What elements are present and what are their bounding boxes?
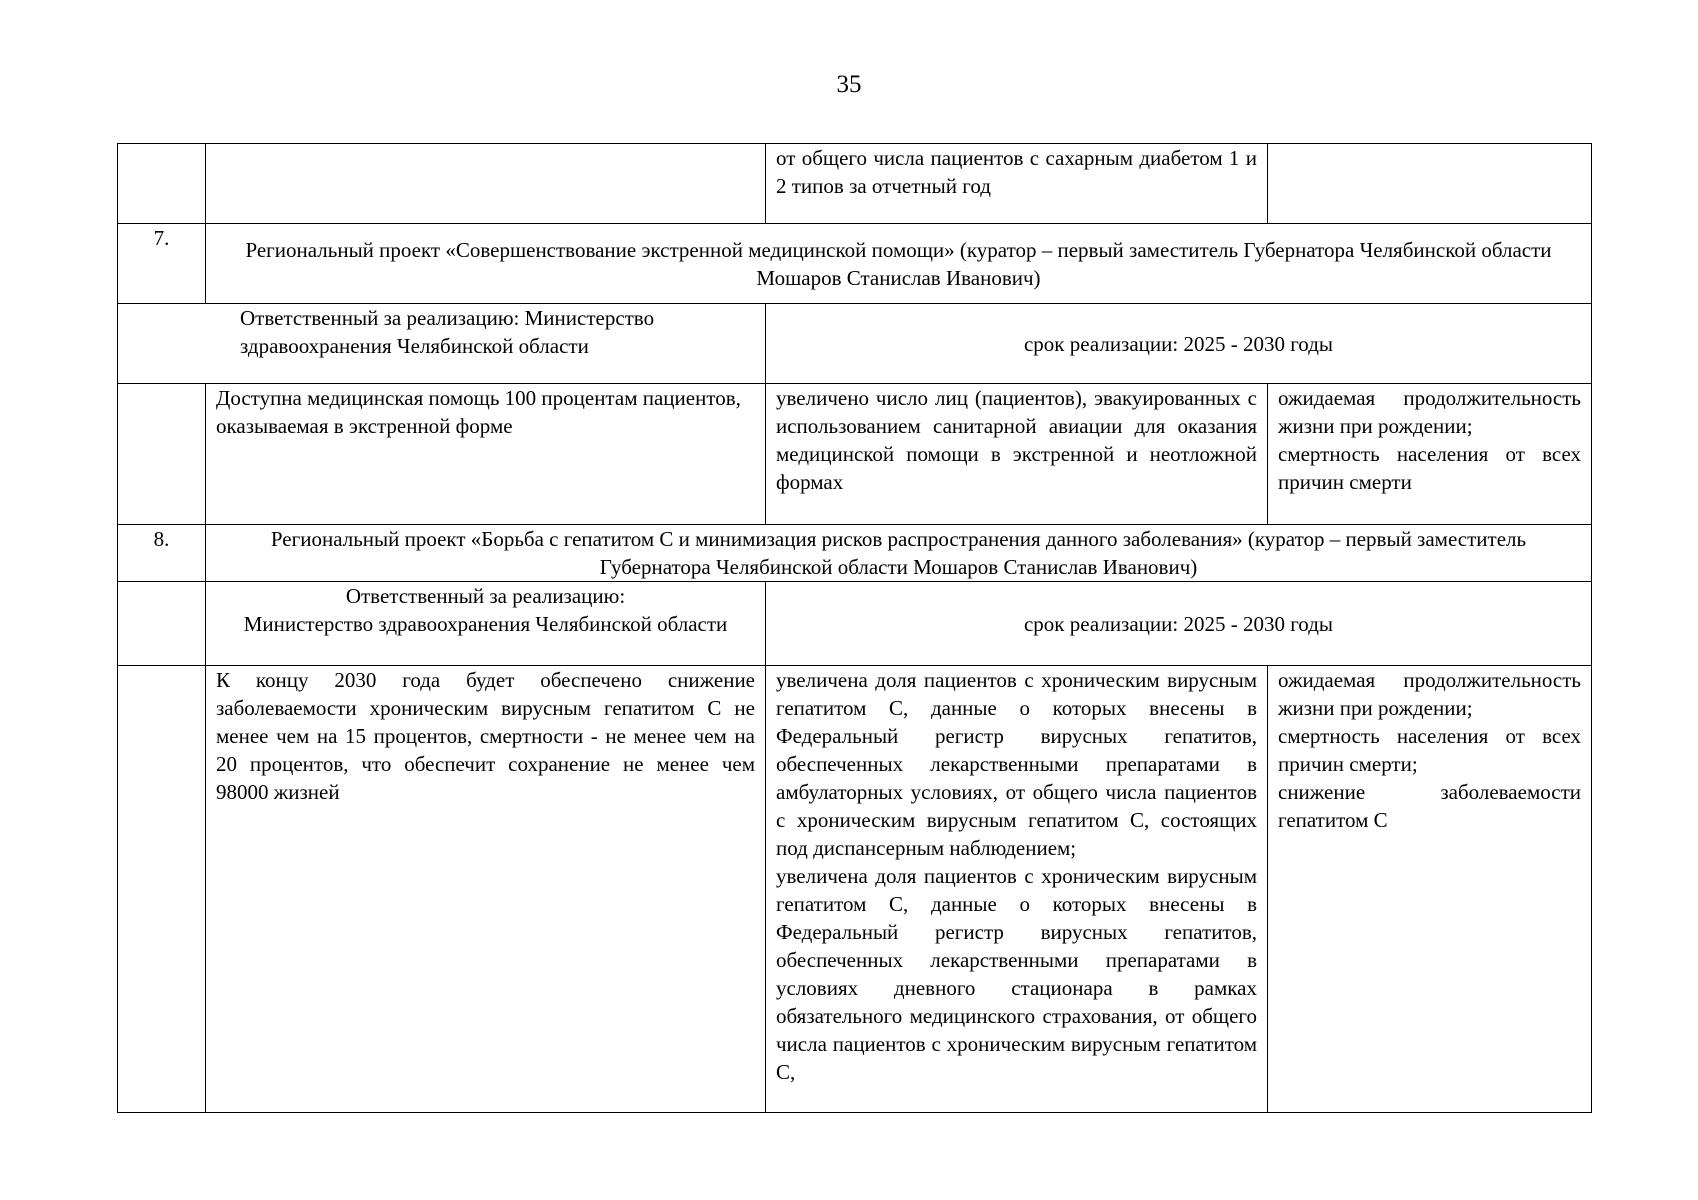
goal-text: ожидаемая продолжительность жизни при рождении;	[1278, 668, 1581, 720]
projects-table	[117, 143, 1592, 1113]
responsible-line: Министерство здравоохранения Челябинской области	[243, 612, 728, 636]
responsible-cell: Ответственный за реализацию: Министерство здравоохранения Челябинской области	[118, 304, 766, 384]
task-cell	[206, 666, 766, 1113]
indicator-cell	[766, 666, 1268, 1113]
table-row-continuation	[118, 144, 1592, 224]
number-cell	[118, 666, 206, 1113]
goal-cell	[1268, 144, 1592, 224]
indicator-text: увеличена доля пациентов с хроническим вирусным гепатитом С, данные о которых внесены в Федеральный регистр вирусных гепатитов, обеспеченных лекарственными препаратами в условиях дневного стационара в рамках обязательного медицинского страхования, от общего числа пациентов с хроническим вирусным гепатитом С,	[776, 864, 1257, 1084]
table-row-project-7-body	[118, 384, 1592, 525]
table-row-project-8-title	[118, 525, 1592, 582]
project-title: Региональный проект «Совершенствование экстренной медицинской помощи» (куратор – первый заместитель Губернатора Челябинской области Мошаров Станислав Иванович)	[206, 224, 1592, 304]
responsible-cell	[206, 582, 766, 666]
indicator-text: увеличена доля пациентов с хроническим вирусным гепатитом С, данные о которых внесены в Федеральный регистр вирусных гепатитов, обеспеченных лекарственными препаратами в амбулаторных условиях, от общего числа пациентов с хроническим вирусным гепатитом С, состоящих под диспансерным наблюдением;	[776, 668, 1257, 860]
goal-cell	[1268, 384, 1592, 525]
indicator-cell	[766, 144, 1268, 224]
indicator-cell	[766, 384, 1268, 525]
term-cell: срок реализации: 2025 - 2030 годы	[766, 304, 1592, 384]
indicator-text: увеличено число лиц (пациентов), эвакуированных с использованием санитарной авиации для оказания медицинской помощи в экстренной и неотложной формах	[776, 386, 1257, 494]
table-row-project-7-title	[118, 224, 1592, 304]
term-cell: срок реализации: 2025 - 2030 годы	[766, 582, 1592, 666]
responsible-line: Ответственный за реализацию:	[345, 584, 626, 608]
project-title: Региональный проект «Борьба с гепатитом С и минимизация рисков распространения данного заболевания» (куратор – первый заместитель Губернатора Челябинской области Мошаров Станислав Иванович)	[206, 525, 1592, 582]
page-number: 35	[836, 71, 862, 98]
task-text: К концу 2030 года будет обеспечено снижение заболеваемости хроническим вирусным гепатитом С не менее чем на 15 процентов, смертности - не менее чем на 20 процентов, что обеспечит сохранение не менее чем 98000 жизней	[216, 668, 755, 804]
project-number: 7.	[118, 224, 206, 304]
number-cell	[118, 384, 206, 525]
number-cell	[118, 582, 206, 666]
project-number: 8.	[118, 525, 206, 582]
goal-text: смертность населения от всех причин смерти;	[1278, 724, 1581, 776]
table-row-project-7-responsible	[118, 304, 1592, 384]
table-row-project-8-responsible	[118, 582, 1592, 666]
goal-text: ожидаемая продолжительность жизни при рождении;	[1278, 386, 1581, 438]
goal-text: смертность населения от всех причин смерти	[1278, 442, 1581, 494]
indicator-text: от общего числа пациентов с сахарным диабетом 1 и 2 типов за отчетный год	[776, 146, 1257, 198]
number-cell	[118, 144, 206, 224]
table-row-project-8-body	[118, 666, 1592, 1113]
task-cell	[206, 144, 766, 224]
task-cell: Доступна медицинская помощь 100 процентам пациентов, оказываемая в экстренной форме	[206, 384, 766, 525]
goal-cell	[1268, 666, 1592, 1113]
goal-text: снижение заболеваемости гепатитом С	[1278, 780, 1581, 832]
